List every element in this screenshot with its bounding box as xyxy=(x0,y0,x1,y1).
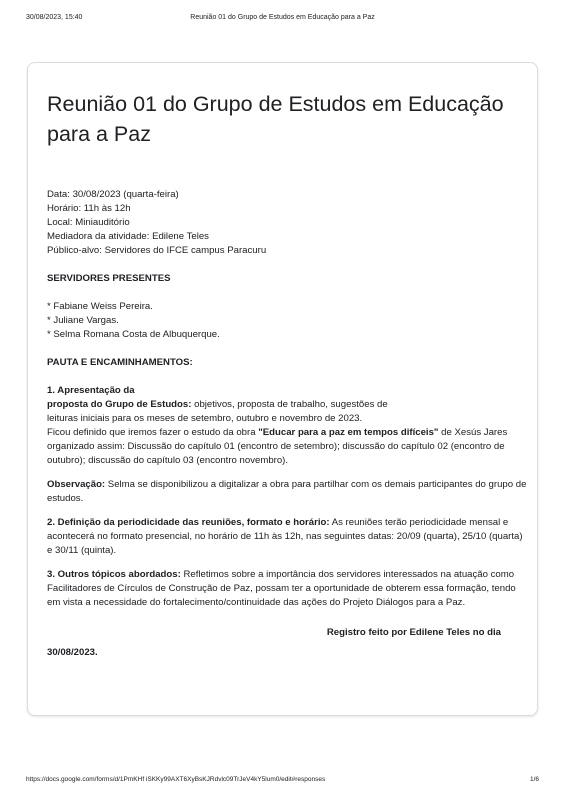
info-line-location: Local: Miniauditório xyxy=(47,217,130,228)
form-title: Reunião 01 do Grupo de Estudos em Educação para a Paz xyxy=(47,92,504,146)
registro-date: 30/08/2023. xyxy=(47,647,98,658)
item1-line2 xyxy=(47,398,527,412)
item1-book-title: "Educar para a paz em tempos difíceis" xyxy=(258,427,439,438)
item1-line3: leituras iniciais para os meses de setembro, outubro e novembro de 2023. xyxy=(47,413,363,424)
observacao-label: Observação: xyxy=(47,479,106,490)
print-footer xyxy=(26,776,539,786)
info-line-date: Data: 30/08/2023 (quarta-feira) xyxy=(47,189,179,200)
servidor-item: * Selma Romana Costa de Albuquerque. xyxy=(47,329,220,340)
info-line-time: Horário: 11h às 12h xyxy=(47,203,131,214)
print-doc-title: Reunião 01 do Grupo de Estudos em Educação para a Paz xyxy=(190,14,375,21)
print-datetime: 30/08/2023, 15:40 xyxy=(26,14,83,21)
item3-text: Refletimos sobre a importância dos servidores interessados na atuação como Facilitadores de Círculos de Construção de Paz, possam ter a oportunidade de obterem essa formação, tendo em vista a necessidade do fortalecimento/continuidade das ações do Projeto Diálogos para a Paz. xyxy=(47,569,516,608)
form-description xyxy=(47,188,527,660)
servidores-heading: SERVIDORES PRESENTES xyxy=(47,273,171,284)
item1-heading-cont: proposta do Grupo de Estudos: xyxy=(47,399,192,410)
item1-text: objetivos, proposta de trabalho, sugestões de xyxy=(191,399,388,410)
item1-heading: 1. Apresentação da xyxy=(47,385,135,396)
print-header xyxy=(26,14,539,24)
item1-line4 xyxy=(47,426,527,468)
observacao-text: Selma se disponibilizou a digitalizar a obra para partilhar com os demais participantes do grupo de estudos. xyxy=(47,479,527,504)
form-card xyxy=(27,62,538,716)
registro-line: Registro feito por Edilene Teles no dia xyxy=(326,627,501,638)
info-line-audience: Público-alvo: Servidores do IFCE campus Paracuru xyxy=(47,245,267,256)
print-page-number: 1/6 xyxy=(529,776,539,783)
item2-text: As reuniões terão periodicidade mensal e acontecerá no formato presencial, no horário de 11h às 12h, nas seguintes datas: 20/09 (quarta), 25/10 (quarta) e 30/11 (quinta). xyxy=(47,517,523,556)
item2-label: 2. Definição da periodicidade das reuniões, formato e horário: xyxy=(47,517,330,528)
servidor-item: * Juliane Vargas. xyxy=(47,315,119,326)
item3-label: 3. Outros tópicos abordados: xyxy=(47,569,181,580)
item2 xyxy=(47,516,527,558)
info-line-mediator: Mediadora da atividade: Edilene Teles xyxy=(47,231,209,242)
observacao xyxy=(47,478,527,506)
item3 xyxy=(47,568,527,610)
item1-line4-pre: Ficou definido que iremos fazer o estudo da obra xyxy=(47,427,259,438)
item1-line4-post: de Xesús Jares organizado assim: Discussão do capítulo 01 (encontro de setembro); discussão do capítulo 02 (encontro de outubro); discussão do capítulo 03 (encontro novembro). xyxy=(47,427,508,466)
print-url: https://docs.google.com/forms/d/1PmKHf iSKKy99AXT6XyBsKJRdvlc09TrJeV4kY5lum0/edit#responses xyxy=(26,776,326,783)
servidor-item: * Fabiane Weiss Pereira. xyxy=(47,301,153,312)
pauta-heading: PAUTA E ENCAMINHAMENTOS: xyxy=(47,357,193,368)
